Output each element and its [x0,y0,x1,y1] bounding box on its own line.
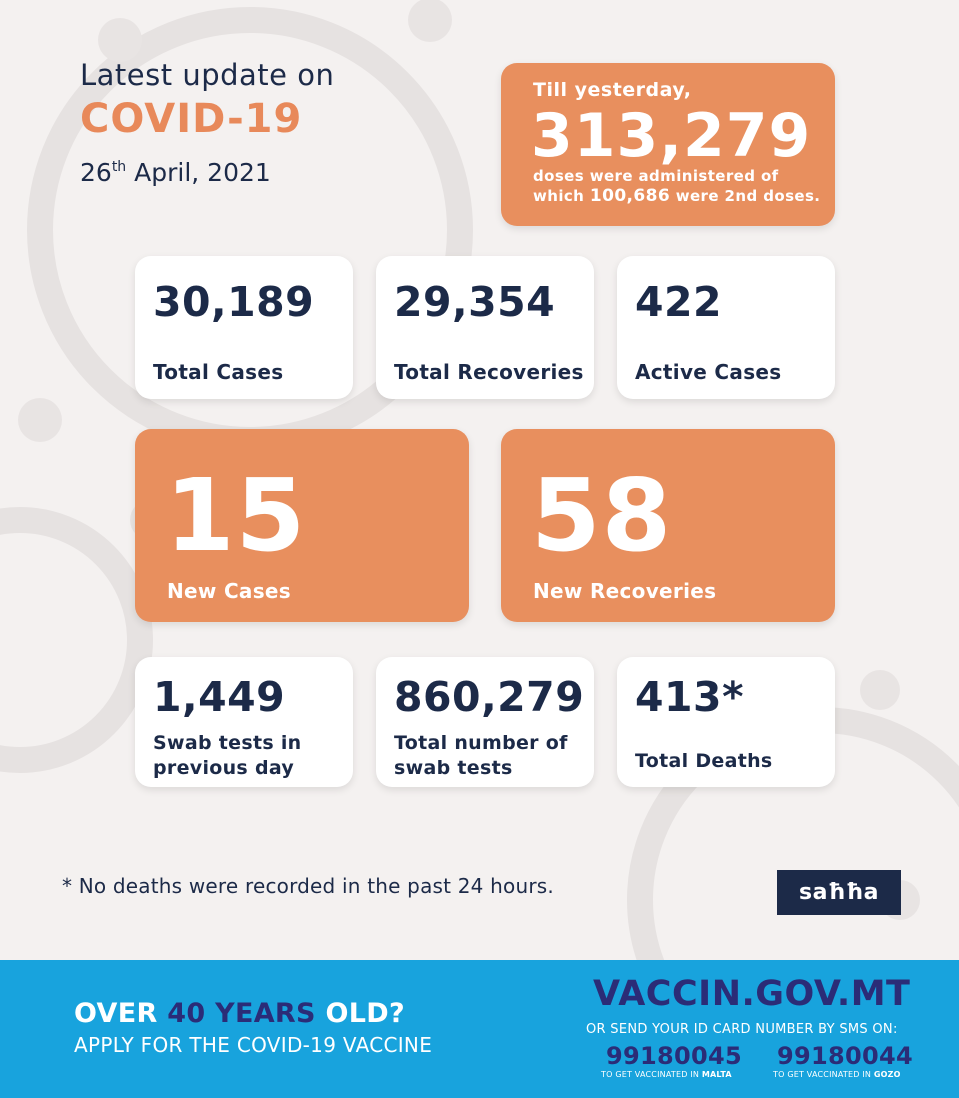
sms-instructions: OR SEND YOUR ID CARD NUMBER BY SMS ON: [586,1022,898,1037]
stat-card-total-recoveries [376,256,594,399]
stat-card-active-cases [617,256,835,399]
report-date: 26th April, 2021 [80,158,271,187]
stat-card-new-cases [135,429,469,622]
stat-value: 15 [165,457,307,574]
stat-label: Swab tests in previous day [153,732,302,779]
stat-card-swab-tests-previous-day [135,657,353,787]
stat-value: 30,189 [153,278,315,326]
gozo-sms-number: 99180044 [777,1042,913,1070]
headline: Latest update on [80,58,335,92]
malta-note: TO GET VACCINATED IN MALTA [601,1070,732,1079]
malta-sms-number: 99180045 [606,1042,742,1070]
vaccine-website-link[interactable]: VACCIN.GOV.MT [593,974,911,1014]
vaccine-banner [0,960,959,1098]
stat-value: 29,354 [394,278,556,326]
stat-value: 860,279 [394,673,585,721]
stat-card-new-recoveries [501,429,835,622]
stat-card-total-swab-tests [376,657,594,787]
stat-card-total-cases [135,256,353,399]
stat-value: 58 [531,457,673,574]
stat-label: New Cases [167,579,291,603]
stat-label: Total Deaths [635,750,773,772]
sahha-logo: saħħa [777,870,901,915]
stat-label: Total Recoveries [394,360,584,384]
vaccination-doses-value: 313,279 [531,101,812,171]
stat-value: 1,449 [153,673,286,721]
stat-card-total-deaths [617,657,835,787]
vaccination-intro: Till yesterday, [533,79,692,101]
banner-age-heading: OVER 40 YEARS OLD? [74,998,405,1029]
deaths-footnote: * No deaths were recorded in the past 24 hours. [62,874,554,898]
banner-apply-text: APPLY FOR THE COVID-19 VACCINE [74,1033,433,1057]
stat-label: New Recoveries [533,579,717,603]
stat-value: 413* [635,673,745,721]
headline-covid: COVID-19 [80,96,303,142]
vaccination-card [501,63,835,226]
second-doses-value: 100,686 [589,186,671,206]
stat-label: Active Cases [635,360,782,384]
gozo-note: TO GET VACCINATED IN GOZO [773,1070,901,1079]
stat-label: Total Cases [153,360,284,384]
stat-value: 422 [635,278,723,326]
stat-label: Total number of swab tests [394,732,568,779]
vaccination-text: doses were administered of which 100,686 were 2nd doses. [533,167,821,206]
